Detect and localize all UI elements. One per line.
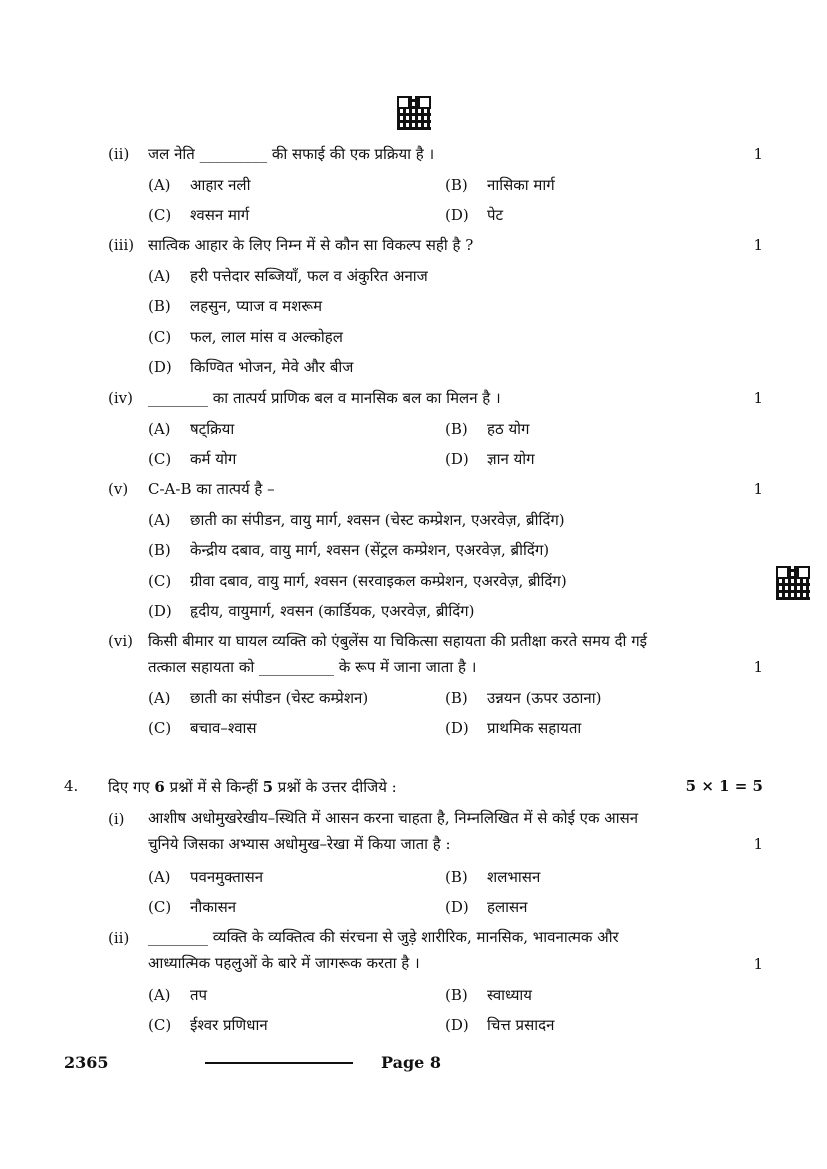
question-number: (iv): [108, 389, 133, 407]
question-mark: 1: [753, 480, 763, 498]
question-mark: 1: [753, 236, 763, 254]
question-number: (vi): [108, 632, 133, 650]
question-number: (i): [108, 810, 125, 828]
option-a: (A) पवनमुक्तासन: [148, 868, 264, 886]
option-c: (C) ग्रीवा दबाव, वायु मार्ग, श्वसन (सरवाइकल कम्प्रेशन, एअरवेज़, ब्रीदिंग): [148, 572, 567, 590]
option-a: (A) हरी पत्तेदार सब्जियाँ, फल व अंकुरित अनाज: [148, 267, 428, 285]
qr-code-icon: [776, 566, 810, 600]
option-d: (D) प्राथमिक सहायता: [445, 719, 582, 737]
question-text-line-2: चुनिये जिसका अभ्यास अधोमुख–रेखा में किया जाता है :: [148, 835, 451, 853]
paper-code: 2365: [64, 1053, 109, 1072]
option-d: (D) हलासन: [445, 898, 528, 916]
option-b: (B) स्वाध्याय: [445, 986, 532, 1004]
option-b: (B) उन्नयन (ऊपर उठाना): [445, 689, 602, 707]
option-a: (A) आहार नली: [148, 176, 251, 194]
question-text-line-2: आध्यात्मिक पहलुओं के बारे में जागरूक करता है ।: [148, 954, 420, 972]
question-text: जल नेति _________ की सफाई की एक प्रक्रिया है ।: [148, 145, 435, 163]
option-a: (A) छाती का संपीडन (चेस्ट कम्प्रेशन): [148, 689, 369, 707]
page-number: Page 8: [381, 1053, 442, 1072]
question-mark: 1: [753, 835, 763, 853]
option-d: (D) चित्त प्रसादन: [445, 1016, 555, 1034]
question-number: (ii): [108, 145, 130, 163]
qr-code-icon: [397, 96, 431, 130]
option-c: (C) ईश्वर प्रणिधान: [148, 1016, 268, 1034]
question-text-line-2: तत्काल सहायता को __________ के रूप में जाना जाता है ।: [148, 658, 477, 676]
option-c: (C) कर्म योग: [148, 450, 237, 468]
option-d: (D) हृदीय, वायुमार्ग, श्वसन (कार्डियक, एअरवेज़, ब्रीदिंग): [148, 602, 475, 620]
question-number: (iii): [108, 236, 135, 254]
option-a: (A) तप: [148, 986, 208, 1004]
option-d: (D) पेट: [445, 206, 504, 224]
option-a: (A) छाती का संपीडन, वायु मार्ग, श्वसन (चेस्ट कम्प्रेशन, एअरवेज़, ब्रीदिंग): [148, 511, 565, 529]
question-mark: 1: [753, 658, 763, 676]
question-mark: 1: [753, 389, 763, 407]
question-text-line-1: किसी बीमार या घायल व्यक्ति को एंबुलेंस या चिकित्सा सहायता की प्रतीक्षा करते समय दी गई: [148, 632, 648, 650]
option-c: (C) श्वसन मार्ग: [148, 206, 250, 224]
option-d: (D) किण्वित भोजन, मेवे और बीज: [148, 358, 354, 376]
question-marks-total: 5 × 1 = 5: [685, 777, 763, 795]
question-number: 4.: [64, 777, 79, 795]
option-c: (C) बचाव–श्वास: [148, 719, 257, 737]
question-text-line-1: ________ व्यक्ति के व्यक्तित्व की संरचना से जुड़े शारीरिक, मानसिक, भावनात्मक और: [148, 928, 619, 946]
option-c: (C) नौकासन: [148, 898, 237, 916]
question-number: (v): [108, 480, 129, 498]
question-mark: 1: [753, 955, 763, 973]
footer-divider: [205, 1062, 353, 1064]
question-text: ________ का तात्पर्य प्राणिक बल व मानसिक बल का मिलन है ।: [148, 389, 501, 407]
question-mark: 1: [753, 145, 763, 163]
question-text: C-A-B का तात्पर्य है –: [148, 480, 275, 498]
option-a: (A) षट्क्रिया: [148, 420, 235, 438]
option-b: (B) केन्द्रीय दबाव, वायु मार्ग, श्वसन (सेंट्रल कम्प्रेशन, एअरवेज़, ब्रीदिंग): [148, 541, 550, 559]
option-b: (B) हठ योग: [445, 420, 530, 438]
option-b: (B) लहसुन, प्याज व मशरूम: [148, 297, 323, 315]
option-d: (D) ज्ञान योग: [445, 450, 535, 468]
question-text: सात्विक आहार के लिए निम्न में से कौन सा विकल्प सही है ?: [148, 236, 474, 254]
question-instruction: दिए गए 6 प्रश्नों में से किन्हीं 5 प्रश्नों के उत्तर दीजिये :: [108, 778, 397, 796]
question-number: (ii): [108, 929, 130, 947]
option-b: (B) नासिका मार्ग: [445, 176, 555, 194]
option-b: (B) शलभासन: [445, 868, 541, 886]
option-c: (C) फल, लाल मांस व अल्कोहल: [148, 328, 343, 346]
question-text-line-1: आशीष अधोमुखरेखीय–स्थिति में आसन करना चाहता है, निम्नलिखित में से कोई एक आसन: [148, 809, 639, 827]
